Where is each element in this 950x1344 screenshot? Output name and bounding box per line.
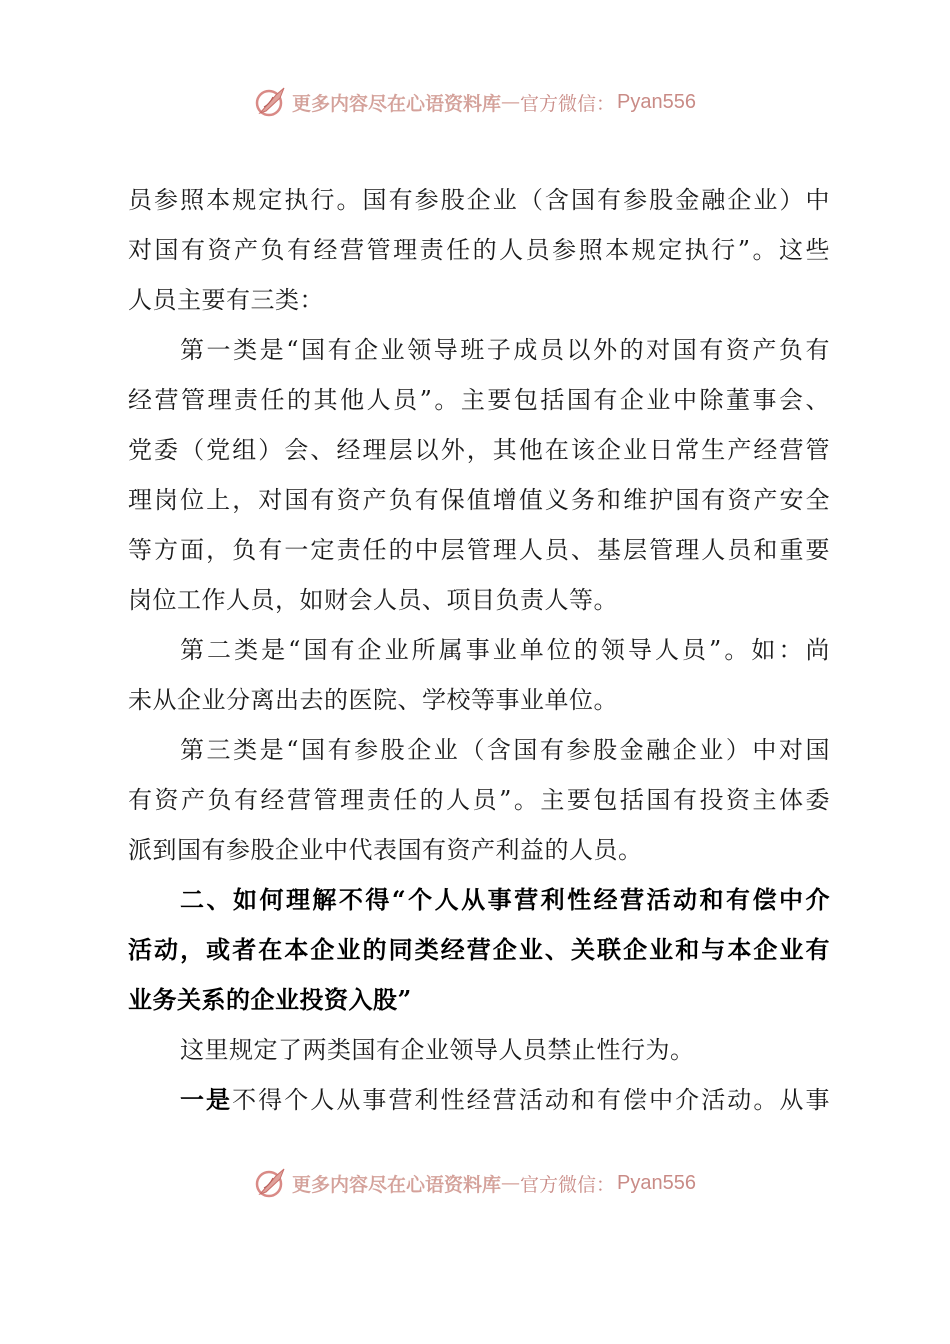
banner-brand: 更多内容尽在心语资料库 — [292, 1173, 502, 1196]
banner-wechat-label: 官方微信： — [520, 92, 616, 115]
text-line: 有资产负有经营管理责任的人员”。主要包括国有投资主体委 — [128, 786, 830, 814]
banner-separator: — — [501, 91, 521, 113]
bold-lead: 一是 — [180, 1085, 233, 1114]
paragraph-line: 第一类是“国有企业领导班子成员以外的对国有资产负有 — [180, 336, 830, 364]
text-line: 理岗位上，对国有资产负有保值增值义务和维护国有资产安全 — [128, 486, 830, 514]
text-line: 员参照本规定执行。国有参股企业（含国有参股金融企业）中 — [128, 186, 830, 214]
text-line: 等方面，负有一定责任的中层管理人员、基层管理人员和重要 — [128, 536, 830, 564]
text-line: 对国有资产负有经营管理责任的人员参照本规定执行”。这些 — [128, 236, 830, 264]
banner-wechat-id: Pyan556 — [617, 1171, 696, 1194]
text-line: 派到国有参股企业中代表国有资产利益的人员。 — [128, 836, 643, 864]
section-heading-line: 业务关系的企业投资入股” — [128, 985, 412, 1014]
text-line: 党委（党组）会、经理层以外，其他在该企业日常生产经营管 — [128, 436, 830, 464]
banner-wechat-label: 官方微信： — [520, 1173, 616, 1196]
paragraph-line — [128, 1075, 830, 1125]
section-heading-line: 活动，或者在本企业的同类经营企业、关联企业和与本企业有 — [128, 935, 830, 964]
banner-separator: — — [501, 1172, 521, 1194]
text-line: 岗位工作人员，如财会人员、项目负责人等。 — [128, 586, 618, 614]
header-banner — [0, 82, 950, 122]
banner-wechat-id: Pyan556 — [617, 90, 696, 113]
paragraph-line: 第二类是“国有企业所属事业单位的领导人员”。如：尚 — [180, 636, 830, 664]
banner-brand: 更多内容尽在心语资料库 — [292, 92, 502, 115]
text-line: 未从企业分离出去的医院、学校等事业单位。 — [128, 686, 618, 714]
paragraph-line: 第三类是“国有参股企业（含国有参股金融企业）中对国 — [180, 736, 830, 764]
section-heading-line: 二、如何理解不得“个人从事营利性经营活动和有偿中介 — [180, 885, 830, 914]
text-line: 人员主要有三类： — [128, 286, 324, 314]
line-rest: 不得个人从事营利性经营活动和有偿中介活动。从事 — [232, 1086, 830, 1114]
text-line: 经营管理责任的其他人员”。主要包括国有企业中除董事会、 — [128, 386, 830, 414]
footer-banner — [0, 1163, 950, 1203]
quill-pen-logo-icon — [254, 1166, 288, 1200]
document-body — [128, 175, 830, 1125]
quill-pen-logo-icon — [254, 85, 288, 119]
paragraph-line: 这里规定了两类国有企业领导人员禁止性行为。 — [180, 1036, 695, 1064]
